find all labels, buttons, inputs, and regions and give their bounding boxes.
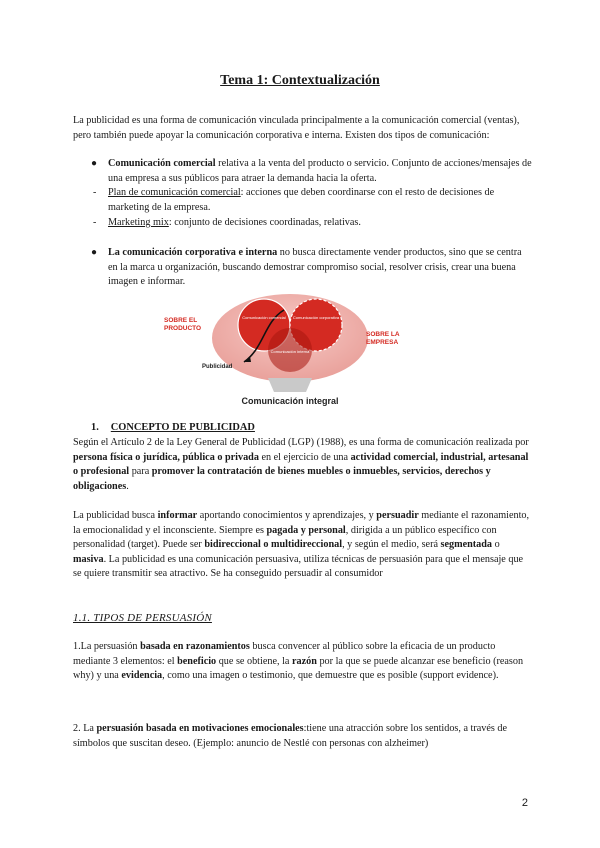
text-run: , como una imagen o testimonio, que demuestre que es posible (support evidence). [162,670,499,682]
text-run: 1.La persuasión [73,641,141,652]
diagram-caption: Comunicación integral [241,396,339,406]
text-run: :tiene una atracción sobre los sentidos, a través de símbolos que suscitan deseo. (Ejemplo: anuncio de Nestlé con personas con alzheimer) [73,723,508,749]
underlined-term: Plan de comunicación comercial [108,187,241,198]
text-run: en el ejercicio de una [258,451,351,463]
text-run: 2. La [73,723,97,734]
bold-term: informar [157,510,198,521]
text-run: , dirigida a un público específico con personalidad (target). Puede ser [73,524,497,551]
text-run: o [492,539,500,551]
dash-text: : conjunto de decisiones coordinadas, relativas. [168,217,361,228]
circle-comercial-label: Comunicación comercial [242,315,286,320]
bold-term: segmentada [440,539,493,551]
section-number: 1. [91,422,99,433]
comunicacion-integral-diagram [160,290,420,410]
bold-term: persona física o jurídica, pública o privada [73,451,259,463]
persuasion-razonamientos [73,640,533,684]
text-run: mediante el razonamiento, la emocionalidad y el inconsciente. Siempre es [73,510,530,536]
bullet-text: no busca directamente vender productos, sino que se centra en la marca u organización, buscando demostrar compromiso social, resolver crisis, crear una buena imagen e informar. [108,247,522,288]
label-publicidad: Publicidad [202,364,233,370]
circle-corporativa-label: Comunicación corporativa [292,315,340,320]
bullet-comunicacion-corporativa [108,246,533,290]
bold-term: persuadir [376,510,419,521]
bullet-comunicacion-comercial [108,157,533,186]
dash-text: : acciones que deben coordinarse con el resto de decisiones de marketing de la empresa. [108,187,495,213]
dash-item-plan [108,186,533,215]
persuasion-emocionales [73,722,533,751]
text-run: Según el Artículo 2 de la Ley General de Publicidad (LGP) (1988), es una forma de comunicación realizada por [73,437,529,448]
bold-term: evidencia [121,670,163,682]
bold-term: razón [291,655,317,667]
intro-paragraph: La publicidad es una forma de comunicación vinculada principalmente a la comunicación comercial (ventas), pero también puede apoyar la comunicación corporativa e interna. Existen dos tipos de comunicación: [73,115,520,141]
bold-term: bidireccional o multidireccional [204,539,343,551]
label-sobre-el: SOBRE EL [164,317,198,324]
bold-term: actividad comercial, industrial, artesanal o profesional [73,451,529,478]
page-number: 2 [521,797,528,809]
text-run: que se obtiene, la [216,655,292,667]
bold-term: persuasión basada en motivaciones emocionales [96,723,304,734]
bold-term: La comunicación corporativa e interna [108,247,278,258]
section-heading-concepto [91,422,255,433]
label-empresa: EMPRESA [366,339,399,346]
section-title: CONCEPTO DE PUBLICIDAD [110,422,255,433]
label-producto: PRODUCTO [164,325,202,332]
concepto-paragraph-2 [73,509,533,582]
bullet-marker: ● [91,158,98,169]
bullet-text: relativa a la venta del producto o servicio. Conjunto de acciones/mensajes de una empresa a sus públicos para atraer la demanda hacia la oferta. [108,158,532,184]
concepto-paragraph-1 [73,436,533,494]
bold-term: beneficio [177,655,217,667]
text-run: . [126,480,129,492]
dash-item-marketing-mix [108,216,533,231]
bold-term: promover la contratación de bienes muebles o inmuebles, servicios, derechos y obligaciones [73,466,491,492]
text-run: por la que se puede alcanzar ese beneficio (reason why) y una [73,655,524,682]
text-run: busca convencer al público sobre la eficacia de un producto mediante 3 elementos: el [73,641,496,667]
text-run: aportando conocimientos y aprendizajes, y [197,510,377,521]
text-run: . La publicidad es una comunicación persuasiva, utiliza técnicas de persuasión para que el mensaje que se quiere transmitir sea atractivo. Se ha conseguido persuadir al consumidor [73,553,524,580]
base-shape [268,378,312,392]
dash-marker: - [93,217,97,228]
bold-term: Comunicación comercial [108,158,216,169]
dash-marker: - [93,187,97,198]
page-title: Tema 1: Contextualización [220,73,380,88]
subsection-heading: 1.1. TIPOS DE PERSUASIÓN [73,612,212,624]
circle-interna-label: Comunicación interna [270,349,310,354]
text-run: La publicidad busca [73,510,158,521]
diagram-svg [160,290,420,410]
underlined-term: Marketing mix [108,217,169,228]
bold-term: basada en razonamientos [140,641,250,652]
bold-term: masiva [73,553,104,565]
bullet-marker: ● [91,247,98,258]
text-run: para [129,466,152,478]
bold-term: pagada y personal [266,524,346,536]
label-sobre-la: SOBRE LA [366,331,400,338]
text-run: , y según el medio, será [342,539,441,551]
